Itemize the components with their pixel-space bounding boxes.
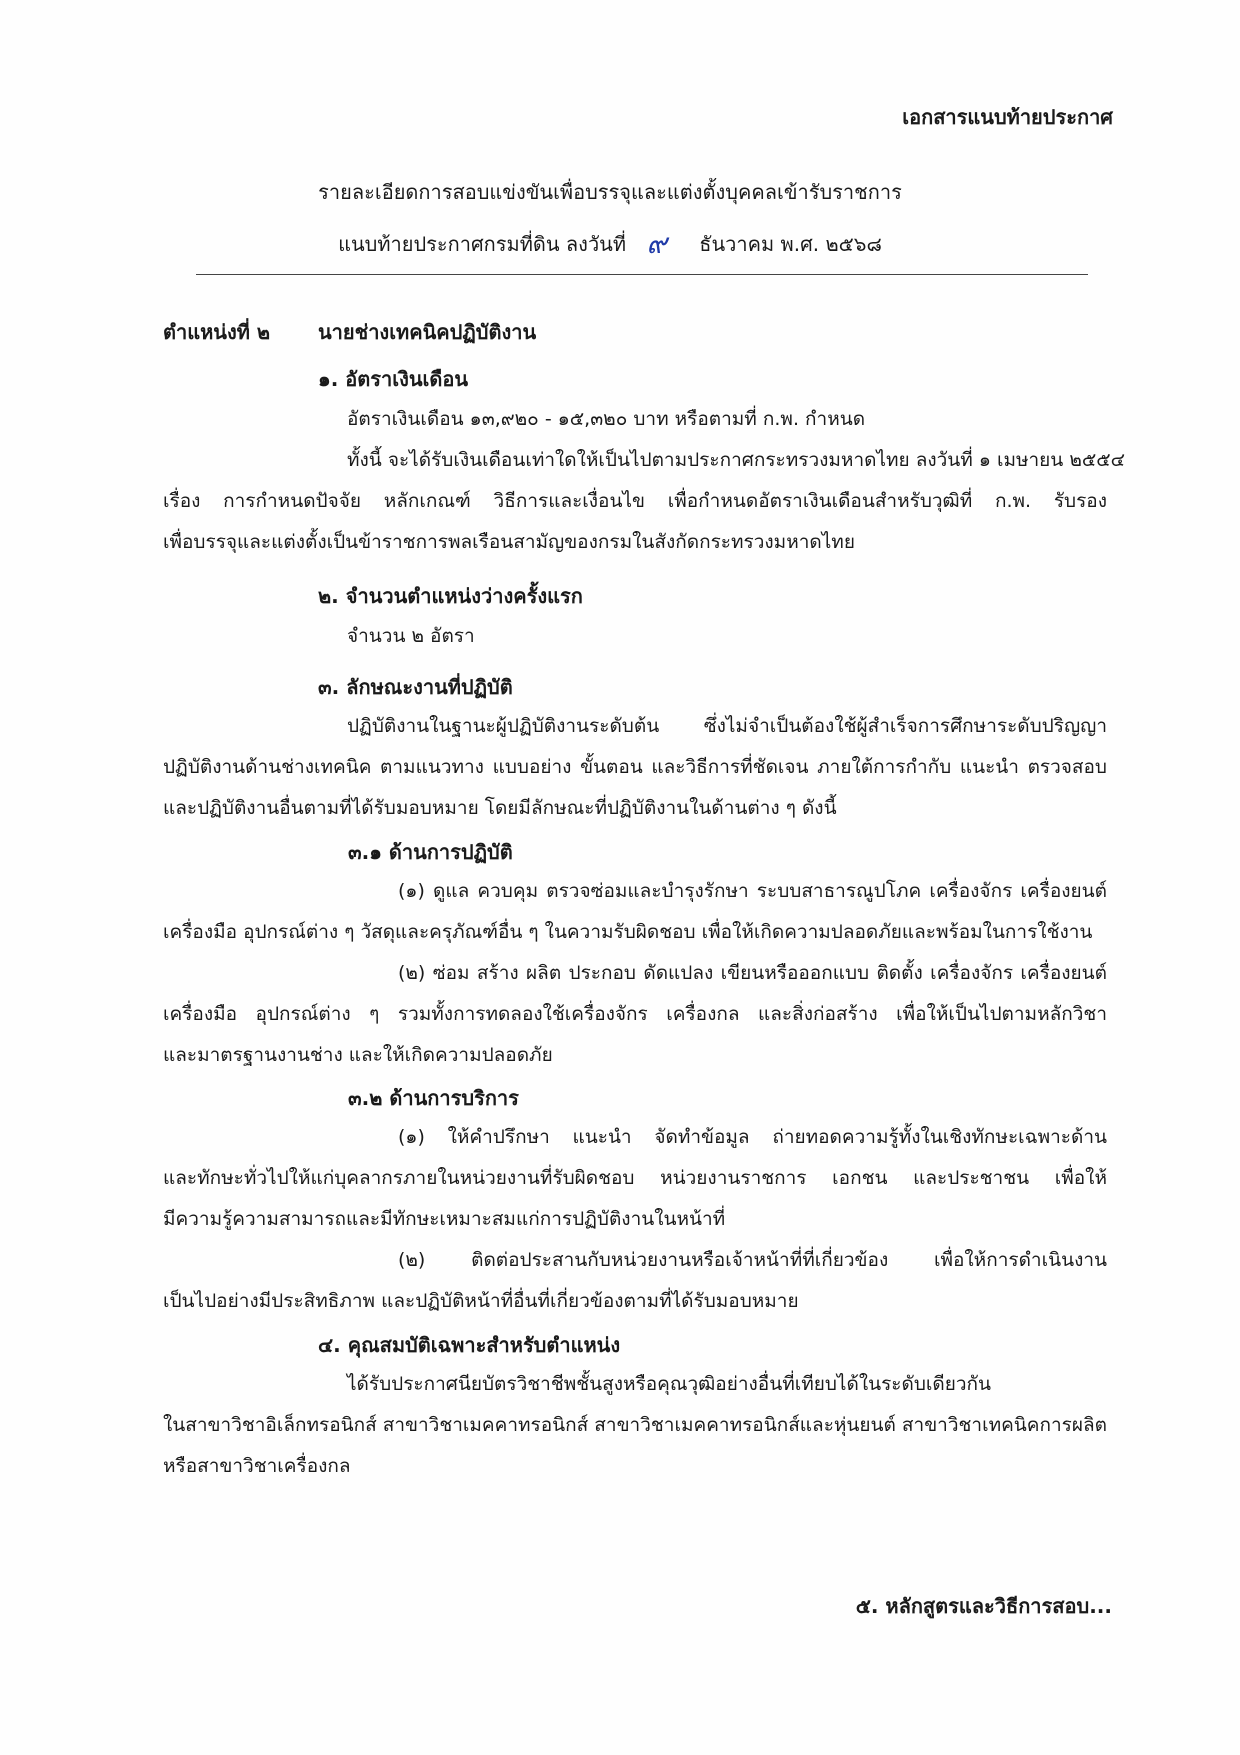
item-3-2-2-line1: (๒) ติดต่อประสานกับหน่วยงานหรือเจ้าหน้าที่ที่เกี่ยวข้อง เพื่อให้การดำเนินงาน [398, 1249, 1107, 1271]
vacancy-count: จำนวน ๒ อัตรา [347, 625, 475, 647]
attachment-tag: เอกสารแนบท้ายประกาศ [902, 105, 1113, 129]
item-3-2-2-line2: เป็นไปอย่างมีประสิทธิภาพ และปฏิบัติหน้าที่อื่นที่เกี่ยวข้องตามที่ได้รับมอบหมาย [163, 1290, 799, 1312]
subtitle-prefix: แนบท้ายประกาศกรมที่ดิน ลงวันที่ [338, 232, 627, 256]
item-3-1-2-line3: และมาตรฐานงานช่าง และให้เกิดความปลอดภัย [163, 1044, 553, 1066]
document-subtitle [200, 220, 1020, 264]
header-divider [196, 274, 1088, 275]
item-3-1-1-line1: (๑) ดูแล ควบคุม ตรวจซ่อมและบำรุงรักษา ระบบสาธารณูปโภค เครื่องจักร เครื่องยนต์ [398, 880, 1107, 902]
position-label: ตำแหน่งที่ ๒ [163, 320, 271, 344]
qualification-line2: ในสาขาวิชาอิเล็กทรอนิกส์ สาขาวิชาเมคคาทรอนิกส์ สาขาวิชาเมคคาทรอนิกส์และหุ่นยนต์ สาขาวิชาเทคนิคการผลิต [163, 1414, 1107, 1436]
document-title: รายละเอียดการสอบแข่งขันเพื่อบรรจุและแต่งตั้งบุคคลเข้ารับราชการ [318, 180, 902, 204]
item-3-1-2-line2: เครื่องมือ อุปกรณ์ต่าง ๆ รวมทั้งการทดลองใช้เครื่องจักร เครื่องกล และสิ่งก่อสร้าง เพื่อให้เป็นไปตามหลักวิชา [163, 1003, 1107, 1025]
continuation-marker: ๕. หลักสูตรและวิธีการสอบ... [855, 1594, 1112, 1618]
section-2-heading: ๒. จำนวนตำแหน่งว่างครั้งแรก [318, 584, 583, 608]
item-3-2-1-line1: (๑) ให้คำปรึกษา แนะนำ จัดทำข้อมูล ถ่ายทอดความรู้ทั้งในเชิงทักษะเฉพาะด้าน [398, 1126, 1107, 1148]
qualification-line1: ได้รับประกาศนียบัตรวิชาชีพชั้นสูงหรือคุณวุฒิอย่างอื่นที่เทียบได้ในระดับเดียวกัน [347, 1373, 992, 1395]
salary-note-line3: เพื่อบรรจุและแต่งตั้งเป็นข้าราชการพลเรือนสามัญของกรมในสังกัดกระทรวงมหาดไทย [163, 531, 855, 553]
section-3-heading: ๓. ลักษณะงานที่ปฏิบัติ [318, 675, 513, 699]
item-3-2-1-line3: มีความรู้ความสามารถและมีทักษะเหมาะสมแก่การปฏิบัติงานในหน้าที่ [163, 1208, 726, 1230]
item-3-2-1-line2: และทักษะทั่วไปให้แก่บุคลากรภายในหน่วยงานที่รับผิดชอบ หน่วยงานราชการ เอกชน และประชาชน เพื่อให้ [163, 1167, 1107, 1189]
subsection-3-2-heading: ๓.๒ ด้านการบริการ [348, 1086, 519, 1110]
qualification-line3: หรือสาขาวิชาเครื่องกล [163, 1455, 351, 1477]
item-3-1-1-line2: เครื่องมือ อุปกรณ์ต่าง ๆ วัสดุและครุภัณฑ์อื่น ๆ ในความรับผิดชอบ เพื่อให้เกิดความปลอดภัยและพร้อมในการใช้งาน [163, 921, 1093, 943]
job-desc-line3: และปฏิบัติงานอื่นตามที่ได้รับมอบหมาย โดยมีลักษณะที่ปฏิบัติงานในด้านต่าง ๆ ดังนี้ [163, 797, 837, 819]
job-desc-line1: ปฏิบัติงานในฐานะผู้ปฏิบัติงานระดับต้น ซึ่งไม่จำเป็นต้องใช้ผู้สำเร็จการศึกษาระดับปริญญา [347, 715, 1107, 737]
section-1-heading: ๑. อัตราเงินเดือน [318, 367, 469, 391]
position-title: นายช่างเทคนิคปฏิบัติงาน [318, 320, 537, 344]
salary-note-line2: เรื่อง การกำหนดปัจจัย หลักเกณฑ์ วิธีการและเงื่อนไข เพื่อกำหนดอัตราเงินเดือนสำหรับวุฒิที่ ก.พ. รับรอง [163, 490, 1107, 512]
salary-range: อัตราเงินเดือน ๑๓,๙๒๐ - ๑๕,๓๒๐ บาท หรือตามที่ ก.พ. กำหนด [347, 408, 866, 430]
subsection-3-1-heading: ๓.๑ ด้านการปฏิบัติ [348, 840, 513, 864]
item-3-1-2-line1: (๒) ซ่อม สร้าง ผลิต ประกอบ ดัดแปลง เขียนหรือออกแบบ ติดตั้ง เครื่องจักร เครื่องยนต์ [398, 962, 1107, 984]
handwritten-day: ๙ [646, 227, 667, 260]
job-desc-line2: ปฏิบัติงานด้านช่างเทคนิค ตามแนวทาง แบบอย่าง ขั้นตอน และวิธีการที่ชัดเจน ภายใต้การกำกับ แนะนำ ตรวจสอบ [163, 756, 1107, 778]
subtitle-suffix: ธันวาคม พ.ศ. ๒๕๖๘ [699, 232, 882, 256]
section-4-heading: ๔. คุณสมบัติเฉพาะสำหรับตำแหน่ง [318, 1333, 621, 1357]
salary-note-line1: ทั้งนี้ จะได้รับเงินเดือนเท่าใดให้เป็นไปตามประกาศกระทรวงมหาดไทย ลงวันที่ ๑ เมษายน ๒๕๕๔ [347, 449, 1125, 471]
